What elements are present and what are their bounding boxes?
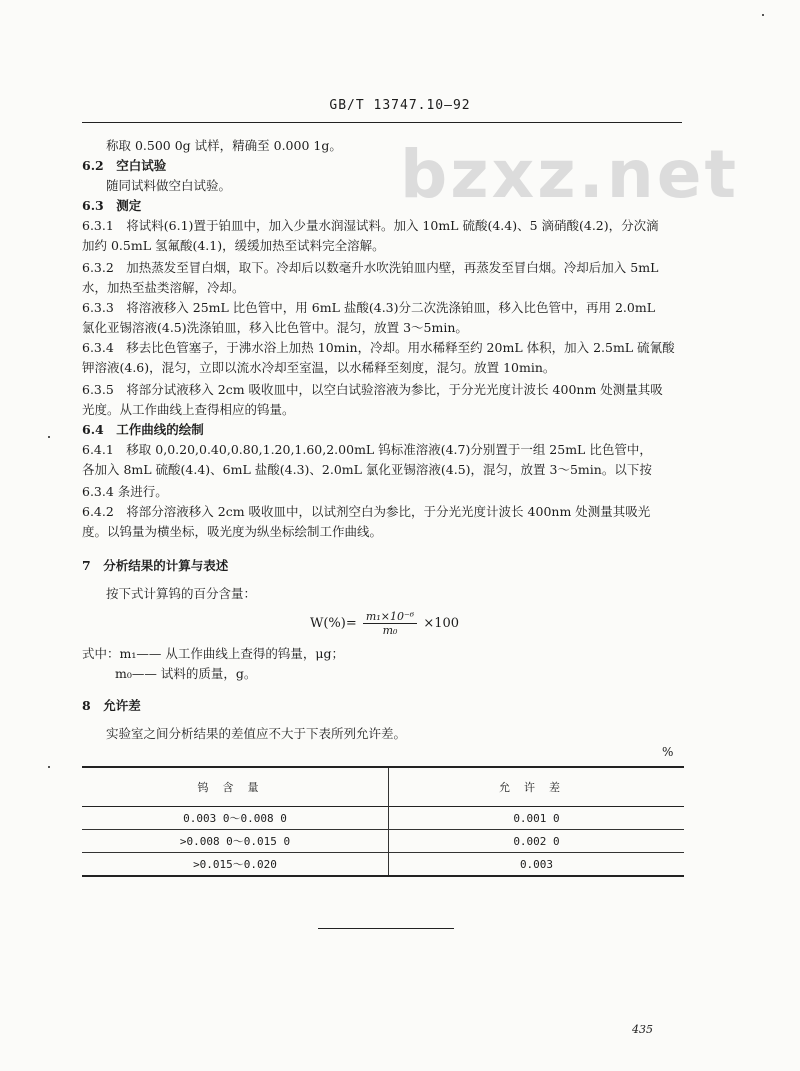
paragraph-line: 光度。从工作曲线上查得相应的钨量。 — [82, 402, 295, 417]
column-header-tungsten-content: 钨含量 — [82, 767, 389, 807]
scan-speck — [48, 436, 50, 438]
formula-numerator: m₁×10⁻⁶ — [363, 610, 417, 624]
paragraph-line: 6.3.5 将部分试液移入 2cm 吸收皿中，以空白试验溶液为参比，于分光光度计波长 400nm 处测量其吸 — [82, 382, 663, 397]
table-cell: >0.008 0～0.015 0 — [82, 830, 389, 853]
paragraph-line: 6.4.1 移取 0,0.20,0.40,0.80,1.20,1.60,2.00mL 钨标准溶液(4.7)分别置于一组 25mL 比色管中， — [82, 442, 652, 457]
paragraph-line: 称取 0.500 0g 试样，精确至 0.000 1g。 — [106, 138, 342, 153]
paragraph-line: 6.3.2 加热蒸发至冒白烟，取下。冷却后以数毫升水吹洗铂皿内壁，再蒸发至冒白烟。冷却后加入 5mL — [82, 260, 659, 275]
formula-tail: ×100 — [423, 616, 460, 631]
table-cell: 0.002 0 — [513, 834, 560, 848]
paragraph-line: 加约 0.5mL 氢氟酸(4.1)，缓缓加热至试料完全溶解。 — [82, 238, 385, 253]
tolerance-table — [82, 766, 684, 877]
table-cell: >0.015～0.020 — [82, 853, 389, 877]
section-heading-6-2: 6.2 空白试验 — [82, 158, 167, 173]
paragraph-line: 6.3.4 移去比色管塞子，于沸水浴上加热 10min，冷却。用水稀释至约 20mL 体积，加入 2.5mL 硫氰酸 — [82, 340, 675, 355]
table-cell: 0.001 0 — [513, 811, 560, 825]
header-rule — [82, 122, 682, 123]
formula-fraction — [363, 610, 417, 637]
section-heading-7: 7 分析结果的计算与表述 — [82, 558, 229, 573]
paragraph-line: 按下式计算钨的百分含量： — [106, 586, 257, 601]
formula-lhs: W(%)= — [310, 616, 357, 631]
paragraph-line: 氯化亚锡溶液(4.5)洗涤铂皿，移入比色管中。混匀，放置 3～5min。 — [82, 320, 468, 335]
calculation-formula — [310, 610, 459, 637]
symbol-definition: 式中：m₁—— 从工作曲线上查得的钨量，μg； — [82, 646, 344, 661]
table-row — [82, 830, 684, 853]
section-heading-8: 8 允许差 — [82, 698, 141, 713]
paragraph-line: 6.3.4 条进行。 — [82, 484, 168, 499]
table-unit: % — [662, 745, 674, 759]
paragraph-line: 6.4.2 将部分溶液移入 2cm 吸收皿中，以试剂空白为参比，于分光光度计波长 400nm 处测量其吸光 — [82, 504, 651, 519]
column-header-tolerance: 允许差 — [499, 781, 574, 794]
paragraph-line: 水，加热至盐类溶解，冷却。 — [82, 280, 245, 295]
paragraph-line: 度。以钨量为横坐标，吸光度为纵坐标绘制工作曲线。 — [82, 524, 383, 539]
table-cell: 0.003 0～0.008 0 — [82, 807, 389, 830]
paragraph-line: 6.3.1 将试料(6.1)置于铂皿中，加入少量水润湿试料。加入 10mL 硫酸(4.4)、5 滴硝酸(4.2)，分次滴 — [82, 218, 659, 233]
formula-denominator: m₀ — [382, 624, 398, 637]
paragraph-line: 随同试料做空白试验。 — [106, 178, 232, 193]
paragraph-line: 实验室之间分析结果的差值应不大于下表所列允许差。 — [106, 726, 407, 741]
table-cell: 0.003 — [519, 857, 554, 871]
symbol-definition: m₀—— 试料的质量，g。 — [115, 666, 257, 681]
scan-speck — [48, 766, 50, 768]
table-row — [82, 807, 684, 830]
watermark: bzxz.net — [400, 136, 740, 213]
table-row — [82, 853, 684, 877]
paragraph-line: 6.3.3 将溶液移入 25mL 比色管中，用 6mL 盐酸(4.3)分二次洗涤铂皿，移入比色管中，再用 2.0mL — [82, 300, 656, 315]
standard-code-header: GB/T 13747.10—92 — [329, 98, 471, 113]
scan-speck — [762, 14, 764, 16]
paragraph-line: 钾溶液(4.6)，混匀，立即以流水冷却至室温，以水稀释至刻度，混匀。放置 10min。 — [82, 360, 556, 375]
paragraph-line: 各加入 8mL 硫酸(4.4)、6mL 盐酸(4.3)、2.0mL 氯化亚锡溶液(4.5)，混匀，放置 3～5min。以下按 — [82, 462, 652, 477]
section-heading-6-4: 6.4 工作曲线的绘制 — [82, 422, 204, 437]
section-heading-6-3: 6.3 测定 — [82, 198, 142, 213]
page-number: 435 — [632, 1023, 653, 1036]
table-header-row — [82, 767, 684, 807]
end-of-standard-rule — [318, 928, 454, 929]
